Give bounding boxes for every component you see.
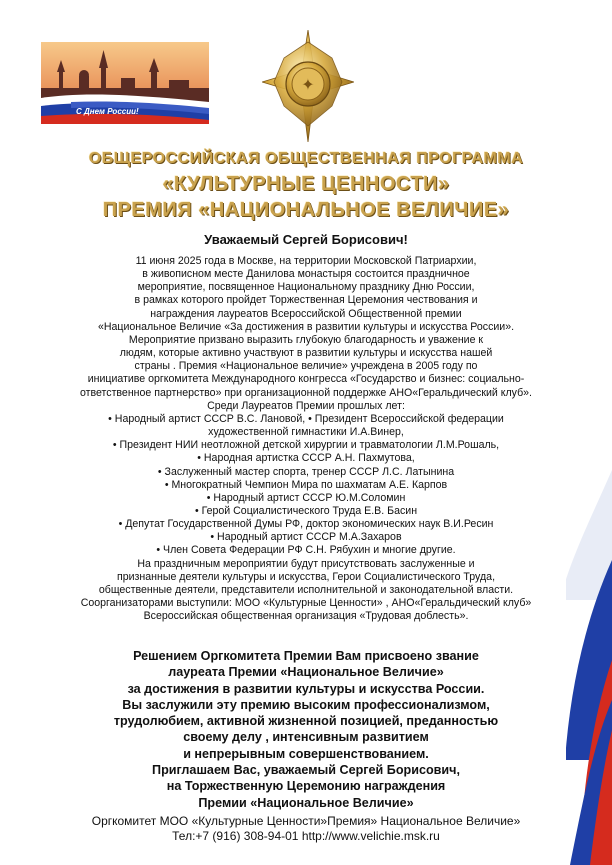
body-text-line: в рамках которого пройдет Торжественная Церемония чествования и <box>134 294 478 307</box>
gold-medal-emblem <box>262 30 354 142</box>
body-text-line: • Народный артист СССР М.А.Захаров <box>210 531 402 544</box>
award-name: ПРЕМИЯ «НАЦИОНАЛЬНОЕ ВЕЛИЧИЕ» <box>102 199 510 221</box>
body-text-line: • Многократный Чемпион Мира по шахматам А.Е. Карпов <box>164 478 448 491</box>
program-title: ОБЩЕРОССИЙСКАЯ ОБЩЕСТВЕННАЯ ПРОГРАММА <box>88 150 524 167</box>
program-name: «КУЛЬТУРНЫЕ ЦЕННОСТИ» <box>162 173 450 195</box>
invitation-body <box>42 255 570 623</box>
body-text-line: ответственное партнерство» при организационной поддержке АНО«Геральдический клуб». <box>79 386 532 399</box>
body-text-line: общественные деятели, представители исполнительной и законодательной власти. <box>98 583 514 596</box>
body-text-line: Мероприятие призвано выразить глубокую благодарность и уважение к <box>128 333 484 346</box>
body-text-line: • Герой Социалистического Труда Е.В. Басин <box>194 504 418 517</box>
body-text-line: • Президент НИИ неотложной детской хирургии и травматологии Л.М.Рошаль, <box>112 439 500 452</box>
body-text-line: страны . Премия «Национальное величие» учреждена в 2005 году по <box>134 360 478 373</box>
statement-line: Вы заслужили эту премию высоким профессионализмом, <box>122 697 490 712</box>
body-text-line: людям, которые активно участвуют в развитии культуры и искусства нашей <box>119 347 493 360</box>
body-text-line: • Заслуженный мастер спорта, тренер СССР Л.С. Латынина <box>157 465 455 478</box>
body-text-line: • Народный артист СССР Ю.М.Соломин <box>206 491 406 504</box>
body-text-line: Всероссийская общественная организация «Трудовая доблесть». <box>143 610 469 623</box>
body-text-line: признанные деятели культуры и искусства, Герои Социалистического Труда, <box>116 570 496 583</box>
statement-line: Решением Оргкомитета Премии Вам присвоено звание <box>133 649 479 663</box>
body-text-line: в живописном месте Данилова монастыря состоится праздничное <box>142 268 470 281</box>
body-text-line: На праздничным мероприятии будут присутствовать заслуженные и <box>137 557 475 570</box>
body-text-line: 11 июня 2025 года в Москве, на территории Московской Патриархии, <box>135 255 477 267</box>
statement-line: и непрерывным совершенствованием. <box>183 746 429 761</box>
svg-text:✦: ✦ <box>301 75 315 94</box>
body-text-line: Соорганизаторами выступили: МОО «Культурные Ценности» , АНО«Геральдический клуб» <box>80 597 532 610</box>
statement-line: Премии «Национальное Величие» <box>198 795 414 810</box>
award-statement <box>42 648 570 811</box>
body-text-line: Среди Лауреатов Премии прошлых лет: <box>207 399 405 412</box>
body-text-line: художественной гимнастики И.А.Винер, <box>208 426 404 439</box>
statement-line: за достижения в развитии культуры и искусства России. <box>127 681 485 696</box>
body-text-line: награждения лауреатов Всероссийской Общественной премии <box>150 307 462 320</box>
statement-line: Приглашаем Вас, уважаемый Сергей Борисович, <box>152 763 460 778</box>
banner-caption: С Днем России! <box>76 107 139 116</box>
greeting: Уважаемый Сергей Борисович! <box>204 232 408 247</box>
body-text-line: «Национальное Величие «За достижения в развитии культуры и искусства России». <box>97 320 515 333</box>
body-text-line: • Народная артистка СССР А.Н. Пахмутова, <box>197 452 415 465</box>
body-text-line: инициативе оргкомитета Международного конгресса «Государство и бизнес: социально- <box>87 373 525 386</box>
statement-line: трудолюбием, активной жизненной позицией, преданностью <box>113 714 499 729</box>
organizer-line: Оргкомитет МОО «Культурные Ценности»Премия» Национальное Величие» <box>91 814 521 828</box>
body-text-line: • Член Совета Федерации РФ С.Н. Рябухин и многие другие. <box>156 544 456 557</box>
body-text-line: мероприятие, посвященное Национальному празднику Дню России, <box>137 281 475 294</box>
footer <box>42 814 570 844</box>
body-text-line: • Народный артист СССР В.С. Лановой, • Президент Всероссийской федерации <box>108 412 504 425</box>
contact-line: Тел:+7 (916) 308-94-01 http://www.velichie.msk.ru <box>172 829 440 843</box>
body-text-line: • Депутат Государственной Думы РФ, доктор экономических наук В.И.Ресин <box>118 518 494 531</box>
statement-line: на Торжественную Церемонию награждения <box>166 779 446 794</box>
statement-line: лауреата Премии «Национальное Величие» <box>168 665 444 680</box>
statement-line: своему делу , интенсивным развитием <box>183 730 429 745</box>
